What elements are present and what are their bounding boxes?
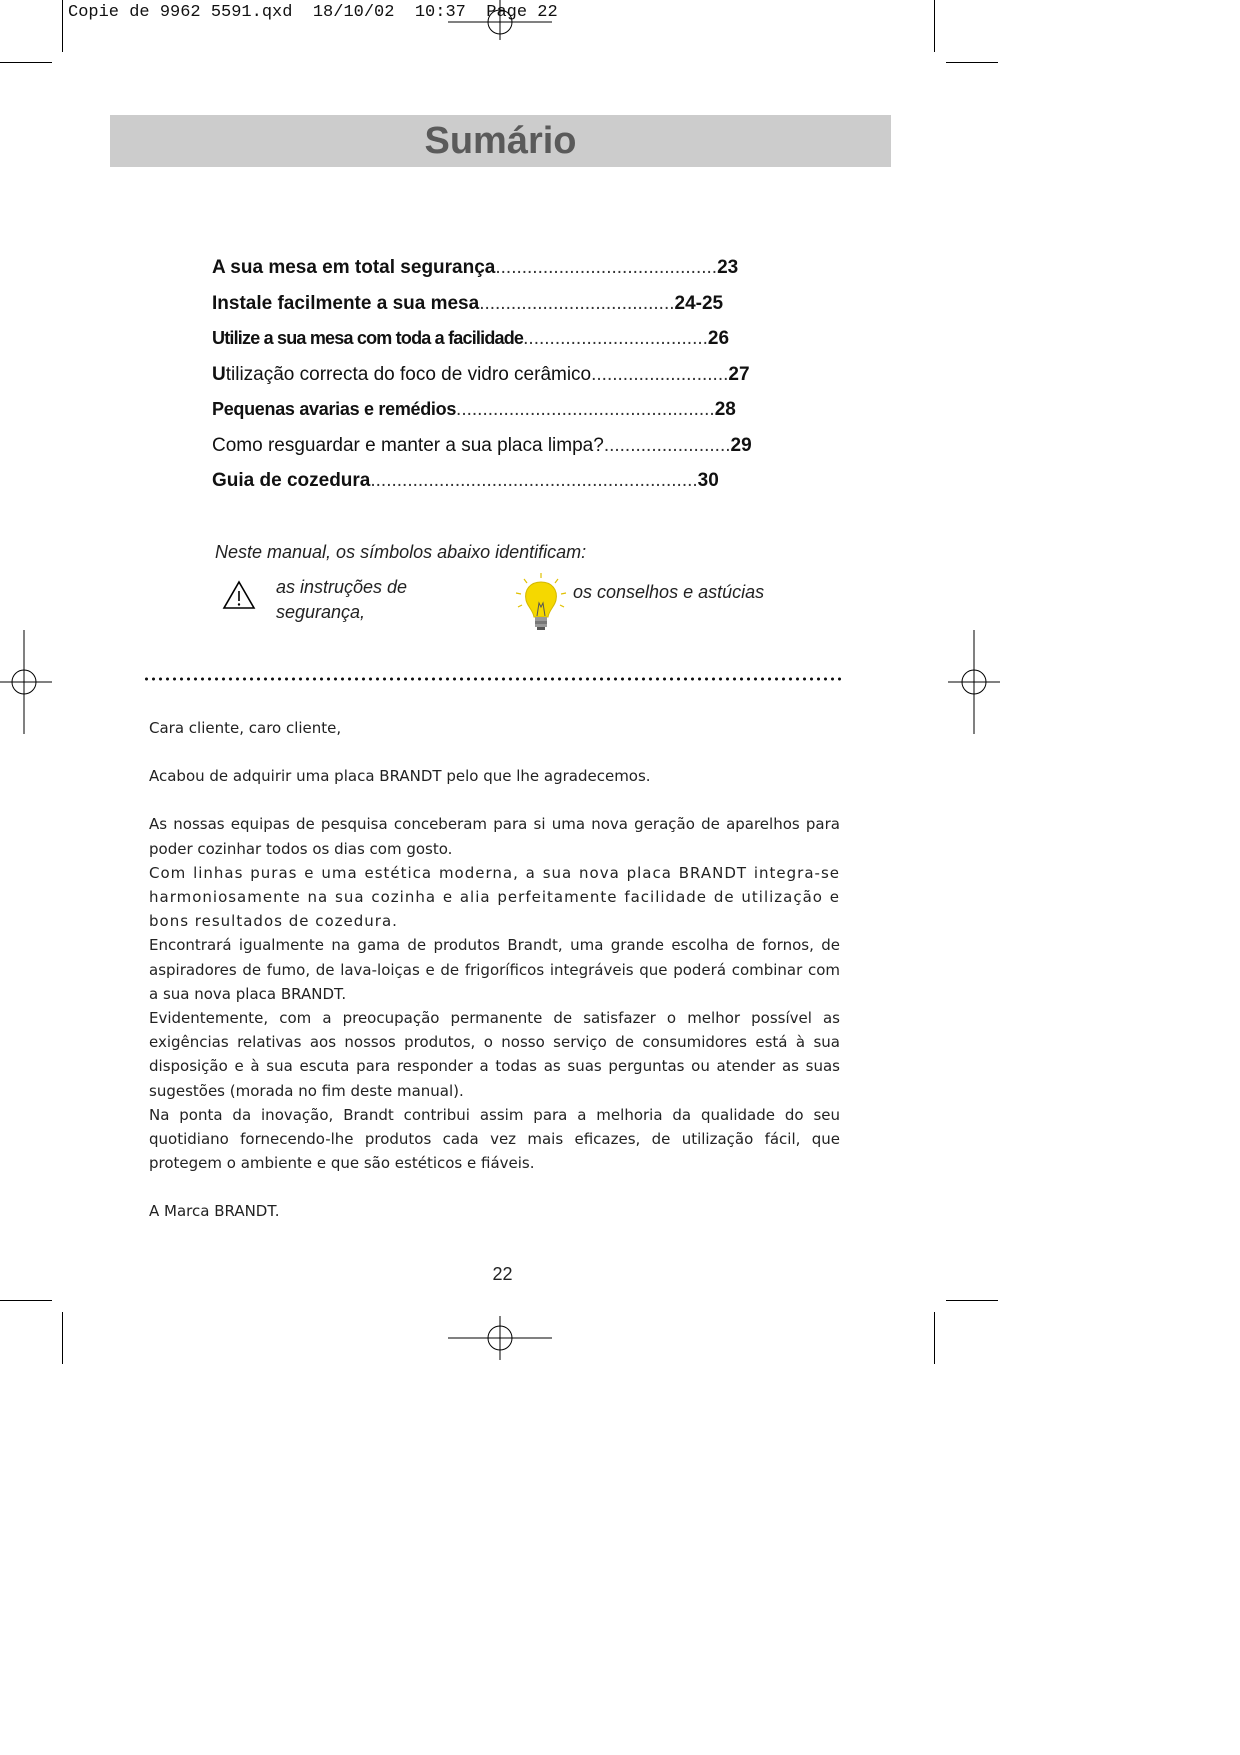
legend-safety-text: as instruções de segurança, xyxy=(276,577,408,622)
toc-leader: .......................................... xyxy=(495,257,718,278)
toc-page: 26 xyxy=(707,328,730,349)
toc-entry xyxy=(212,357,772,393)
page-title: Sumário xyxy=(424,120,577,162)
toc-label: A sua mesa em total segurança xyxy=(212,257,496,278)
toc-leader: ..................................... xyxy=(479,292,675,314)
toc-leader: .............................................................. xyxy=(370,470,698,491)
toc-page: 29 xyxy=(730,434,752,456)
toc-entry xyxy=(212,428,772,464)
registration-mark-bottom xyxy=(448,1316,552,1360)
toc-label: Utilize a sua mesa com toda a facilidade xyxy=(212,328,524,348)
letter-paragraph: Na ponta da inovação, Brandt contribui assim para a melhoria da qualidade do seu quotidiano fornecendo-lhe produtos cada vez mais eficazes, de utilização fácil, que protegem o ambiente e que são estéticos e fiáveis. xyxy=(149,1105,840,1173)
toc-entry xyxy=(212,321,772,357)
toc-page: 27 xyxy=(728,363,750,385)
letter-signature: A Marca BRANDT. xyxy=(149,1202,280,1221)
toc-page: 28 xyxy=(714,399,736,420)
table-of-contents xyxy=(212,250,772,499)
welcome-letter xyxy=(149,716,840,1224)
toc-label: Instale facilmente a sua mesa xyxy=(212,292,480,314)
toc-leader: ........................ xyxy=(603,434,731,456)
registration-mark-right xyxy=(944,630,1000,734)
page-number: 22 xyxy=(492,1264,513,1284)
lightbulb-icon xyxy=(512,573,570,637)
letter-greeting: Cara cliente, caro cliente, xyxy=(149,719,342,737)
toc-label: Guia de cozedura xyxy=(212,470,371,491)
letter-paragraph: As nossas equipas de pesquisa conceberam para si uma nova geração de aparelhos para poder cozinhar todos os dias com gosto. xyxy=(149,815,840,858)
toc-leader: ................................... xyxy=(523,328,708,349)
toc-label: Pequenas avarias e remédios xyxy=(212,399,457,419)
file-slug: Copie de 9962 5591.qxd 18/10/02 10:37 Page 22 xyxy=(68,3,558,22)
letter-paragraph: Acabou de adquirir uma placa BRANDT pelo que lhe agradecemos. xyxy=(149,767,651,786)
letter-paragraph: Com linhas puras e uma estética moderna, a sua nova placa BRANDT integra-se harmoniosamente na sua cozinha e alia perfeitamente facilidade de utilização e bons resultados de cozedura. xyxy=(149,863,840,931)
toc-label: Utilização correcta do foco de vidro cerâmico xyxy=(212,363,592,385)
legend-tips-text: os conselhos e astúcias xyxy=(573,582,765,602)
title-bar xyxy=(110,115,891,167)
toc-label: Como resguardar e manter a sua placa limpa? xyxy=(212,434,604,456)
registration-mark-top xyxy=(448,0,552,40)
letter-paragraph: Evidentemente, com a preocupação permanente de satisfazer o melhor possível as exigências relativas aos nossos produtos, o nosso serviço de consumidores está à sua disposição e à sua escuta para responder a todas as suas perguntas ou atender as suas sugestões (morada no fim deste manual). xyxy=(149,1009,840,1100)
registration-mark-left xyxy=(0,630,52,734)
toc-page: 24-25 xyxy=(674,292,724,314)
toc-entry xyxy=(212,286,772,322)
letter-paragraph: Encontrará igualmente na gama de produtos Brandt, uma grande escolha de fornos, de aspiradores de fumo, de lava-loiças e de frigoríficos integráveis que poderá combinar com a sua nova placa BRANDT. xyxy=(149,936,840,1003)
toc-page: 30 xyxy=(697,470,719,491)
toc-leader: ................................................. xyxy=(456,399,715,420)
legend-intro: Neste manual, os símbolos abaixo identificam: xyxy=(215,542,587,562)
toc-page: 23 xyxy=(717,257,739,278)
toc-entry xyxy=(212,463,772,499)
toc-entry xyxy=(212,392,772,428)
toc-entry xyxy=(212,250,772,286)
warning-triangle-icon xyxy=(222,580,256,610)
toc-leader: .......................... xyxy=(591,363,729,385)
dotted-separator xyxy=(143,676,843,682)
